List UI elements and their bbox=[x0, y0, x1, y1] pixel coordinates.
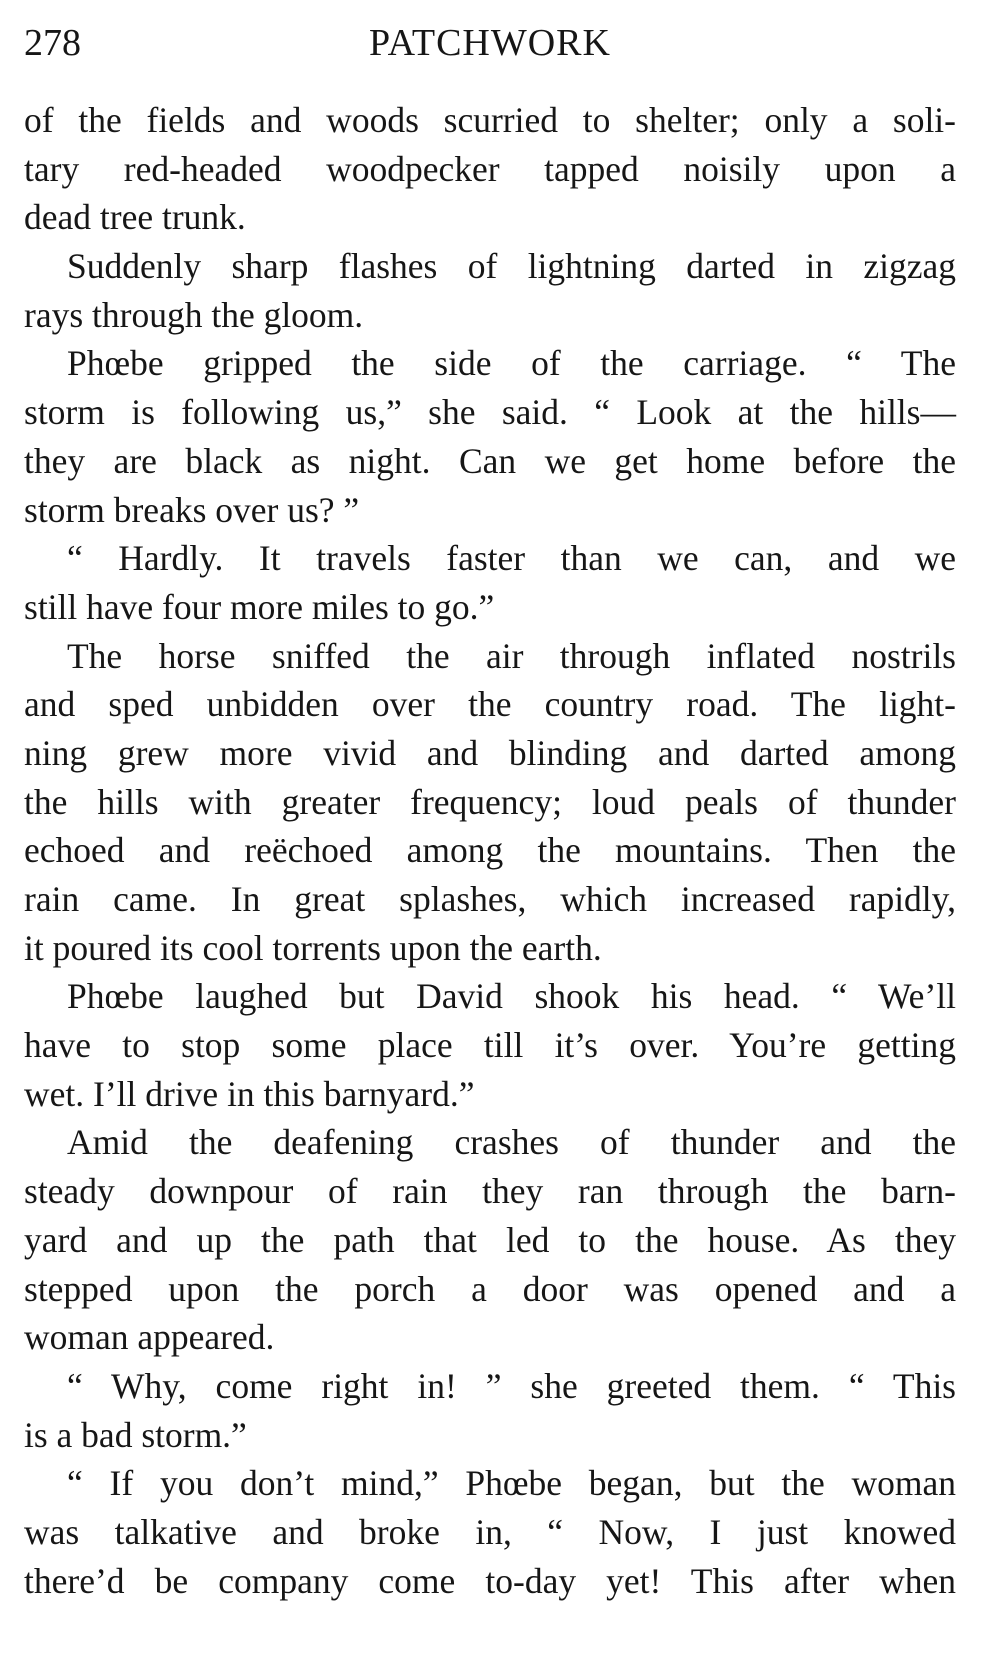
text-line: “ Why, come right in! ” she greeted them. “ This bbox=[67, 1365, 956, 1406]
paragraph bbox=[24, 1118, 956, 1361]
text-line: and sped unbidden over the country road. The light- bbox=[24, 684, 956, 725]
text-line: stepped upon the porch a door was opened and a bbox=[24, 1268, 956, 1309]
text-line: “ If you don’t mind,” Phœbe began, but the woman bbox=[67, 1463, 956, 1504]
text-line: echoed and reëchoed among the mountains. Then the bbox=[24, 830, 956, 871]
running-head-title: PATCHWORK bbox=[369, 22, 611, 64]
text-line: rain came. In great splashes, which increased rapidly, bbox=[24, 879, 956, 919]
paragraph bbox=[24, 96, 956, 242]
text-line: Amid the deafening crashes of thunder and the bbox=[67, 1122, 956, 1163]
paragraph bbox=[24, 1459, 956, 1605]
body-text bbox=[24, 96, 956, 1605]
text-line: storm breaks over us? ” bbox=[24, 489, 360, 530]
text-line: they are black as night. Can we get home before the bbox=[24, 440, 956, 481]
text-line: was talkative and broke in, “ Now, I just knowed bbox=[24, 1511, 956, 1552]
text-line: rays through the gloom. bbox=[24, 294, 364, 335]
text-line: wet. I’ll drive in this barnyard.” bbox=[24, 1073, 475, 1114]
text-line: yard and up the path that led to the house. As they bbox=[24, 1219, 956, 1260]
text-line: storm is following us,” she said. “ Look at the hills— bbox=[24, 392, 956, 433]
text-line: The horse sniffed the air through inflated nostrils bbox=[67, 635, 956, 676]
text-line: is a bad storm.” bbox=[24, 1414, 247, 1455]
text-line: of the fields and woods scurried to shelter; only a soli- bbox=[24, 100, 956, 140]
page-header bbox=[24, 14, 956, 64]
text-line: Phœbe gripped the side of the carriage. “ The bbox=[67, 343, 956, 384]
text-line: the hills with greater frequency; loud peals of thunder bbox=[24, 781, 956, 822]
text-line: have to stop some place till it’s over. You’re getting bbox=[24, 1025, 956, 1066]
text-line: steady downpour of rain they ran through the barn- bbox=[24, 1171, 956, 1212]
text-line: tary red-headed woodpecker tapped noisily upon a bbox=[24, 148, 956, 189]
text-line: Suddenly sharp flashes of lightning darted in zigzag bbox=[67, 246, 956, 287]
paragraph bbox=[24, 339, 956, 534]
paragraph bbox=[24, 1362, 956, 1459]
text-line: “ Hardly. It travels faster than we can, and we bbox=[67, 538, 956, 579]
paragraph bbox=[24, 242, 956, 339]
text-line: still have four more miles to go.” bbox=[24, 586, 495, 627]
text-line: ning grew more vivid and blinding and darted among bbox=[24, 732, 956, 773]
paragraph bbox=[24, 972, 956, 1118]
paragraph bbox=[24, 534, 956, 631]
text-line: woman appeared. bbox=[24, 1317, 275, 1358]
text-line: dead tree trunk. bbox=[24, 197, 246, 238]
text-line: there’d be company come to-day yet! This after when bbox=[24, 1560, 956, 1601]
text-line: Phœbe laughed but David shook his head. “ We’ll bbox=[67, 976, 956, 1017]
text-line: it poured its cool torrents upon the earth. bbox=[24, 927, 602, 968]
page-number: 278 bbox=[24, 22, 81, 64]
paragraph bbox=[24, 632, 956, 973]
